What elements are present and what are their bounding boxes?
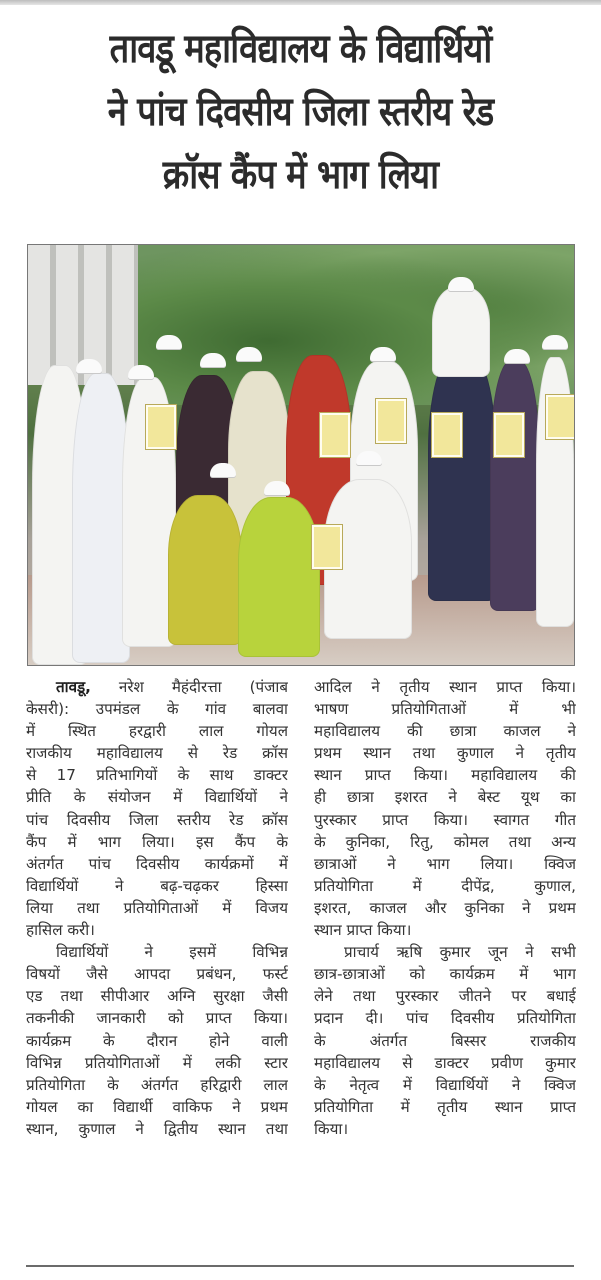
top-rule bbox=[0, 0, 601, 5]
article-line: स्थान, कुणाल ने द्वितीय स्थान तथा bbox=[26, 1119, 288, 1138]
photo-cap bbox=[370, 347, 396, 361]
article-line: आदिल ने तृतीय स्थान प्राप्त किया। bbox=[314, 678, 576, 696]
article-line: विद्यार्थियों ने बढ़-चढ़कर हिस्सा bbox=[26, 876, 288, 895]
award-plaque bbox=[494, 413, 524, 457]
photo-person bbox=[490, 361, 540, 611]
photo-cap bbox=[356, 451, 382, 465]
headline-line-1: तावडू महाविद्यालय के विद्यार्थियों bbox=[109, 26, 492, 72]
article-line: तकनीकी जानकारी को प्राप्त किया। bbox=[26, 1009, 288, 1028]
article-line: स्थान प्राप्त किया। महाविद्यालय की bbox=[314, 766, 576, 785]
article-line: कैंप में भाग लिया। इस कैंप के bbox=[26, 832, 288, 851]
article-line: कार्यक्रम के दौरान होने वाली bbox=[26, 1031, 288, 1050]
article-line: राजकीय महाविद्यालय से रेड क्रॉस bbox=[26, 744, 288, 763]
article-line: प्रतियोगिता में दीपेंद्र, कुणाल, bbox=[314, 876, 576, 895]
article-column-right bbox=[314, 676, 576, 1140]
headline-line-3: क्रॉस कैंप में भाग लिया bbox=[162, 152, 439, 198]
article-line: प्रतियोगिता में तृतीय स्थान प्राप्त bbox=[314, 1097, 576, 1116]
article-line: महाविद्यालय की छात्रा काजल ने bbox=[314, 722, 576, 741]
headline-line-2: ने पांच दिवसीय जिला स्तरीय रेड bbox=[107, 89, 494, 135]
article-line: प्रथम स्थान तथा कुणाल ने तृतीय bbox=[314, 744, 576, 763]
article-line: विद्यार्थियों ने इसमें विभिन्न bbox=[56, 943, 288, 962]
photo-person bbox=[428, 351, 496, 601]
award-plaque bbox=[312, 525, 342, 569]
article-line: भाषण प्रतियोगिताओं में भी bbox=[314, 700, 576, 719]
article-line: विषयों जैसे आपदा प्रबंधन, फर्स्ट bbox=[26, 965, 288, 984]
article-line: प्रीति के संयोजन में विद्यार्थियों ने bbox=[26, 788, 288, 807]
photo-cap bbox=[128, 365, 154, 379]
article-line: अंतर्गत पांच दिवसीय कार्यक्रमों में bbox=[26, 854, 288, 873]
award-plaque bbox=[546, 395, 575, 439]
award-plaque bbox=[432, 413, 462, 457]
article-line: लिया तथा प्रतियोगिताओं में विजय bbox=[26, 898, 288, 917]
article-line: ही छात्रा इशरत ने बेस्ट यूथ का bbox=[314, 788, 576, 807]
article-line: प्राचार्य ऋषि कुमार जून ने सभी bbox=[344, 943, 576, 962]
article-line: पांच दिवसीय जिला स्तरीय रेड क्रॉस bbox=[26, 810, 288, 829]
column-divider bbox=[301, 680, 302, 1240]
award-plaque bbox=[320, 413, 350, 457]
article-line: छात्र-छात्राओं को कार्यक्रम में भाग bbox=[314, 965, 576, 984]
photo-cap bbox=[264, 481, 290, 495]
bottom-rule bbox=[26, 1265, 574, 1267]
dateline: तावडू, bbox=[56, 678, 91, 696]
award-plaque bbox=[376, 399, 406, 443]
photo-person bbox=[432, 287, 490, 377]
photo-cap bbox=[236, 347, 262, 361]
article-line: हासिल करी। bbox=[26, 921, 95, 940]
article-line: महाविद्यालय से डाक्टर प्रवीण कुमार bbox=[314, 1053, 576, 1072]
photo-cap bbox=[504, 349, 530, 363]
article-body bbox=[26, 676, 576, 1256]
article-line: के नेतृत्व में विद्यार्थियों ने क्विज bbox=[314, 1075, 576, 1094]
group-photo bbox=[27, 244, 575, 666]
photo-cap bbox=[76, 359, 102, 373]
photo-person bbox=[238, 497, 320, 657]
article-line: के अंतर्गत बिस्सर राजकीय bbox=[314, 1031, 576, 1050]
article-line: लेने तथा पुरस्कार जीतने पर बधाई bbox=[314, 987, 576, 1006]
article-line: केसरी): उपमंडल के गांव बालवा bbox=[26, 700, 288, 719]
photo-cap bbox=[200, 353, 226, 367]
headline bbox=[59, 18, 541, 207]
article-line: एड तथा सीपीआर अग्नि सुरक्षा जैसी bbox=[26, 987, 288, 1006]
article-line: विभिन्न प्रतियोगिताओं में लकी स्टार bbox=[26, 1053, 288, 1072]
article-column-left bbox=[26, 676, 288, 1140]
article-line: इशरत, काजल और कुनिका ने प्रथम bbox=[314, 898, 576, 917]
article-line: छात्राओं ने भाग लिया। क्विज bbox=[314, 854, 576, 873]
article-line: किया। bbox=[314, 1119, 349, 1138]
photo-person bbox=[168, 495, 242, 645]
award-plaque bbox=[146, 405, 176, 449]
article-line: पुरस्कार प्राप्त किया। स्वागत गीत bbox=[314, 810, 576, 829]
article-line: स्थान प्राप्त किया। bbox=[314, 921, 412, 940]
article-line: से 17 प्रतिभागियों के साथ डाक्टर bbox=[26, 766, 288, 785]
photo-cap bbox=[542, 335, 568, 349]
article-line: प्रदान दी। पांच दिवसीय प्रतियोगिता bbox=[314, 1009, 576, 1028]
photo-cap bbox=[448, 277, 474, 291]
photo-cap bbox=[156, 335, 182, 349]
article-line: गोयल का विद्यार्थी वाकिफ ने प्रथम bbox=[26, 1097, 288, 1116]
photo-cap bbox=[210, 463, 236, 477]
article-line: में स्थित हरद्वारी लाल गोयल bbox=[26, 722, 288, 741]
article-line: के कुनिका, रितु, कोमल तथा अन्य bbox=[314, 832, 576, 851]
article-line: तावडू, नरेश मैहंदीरत्ता (पंजाब bbox=[56, 678, 288, 696]
article-line: प्रतियोगिता के अंतर्गत हरिद्वारी लाल bbox=[26, 1075, 288, 1094]
